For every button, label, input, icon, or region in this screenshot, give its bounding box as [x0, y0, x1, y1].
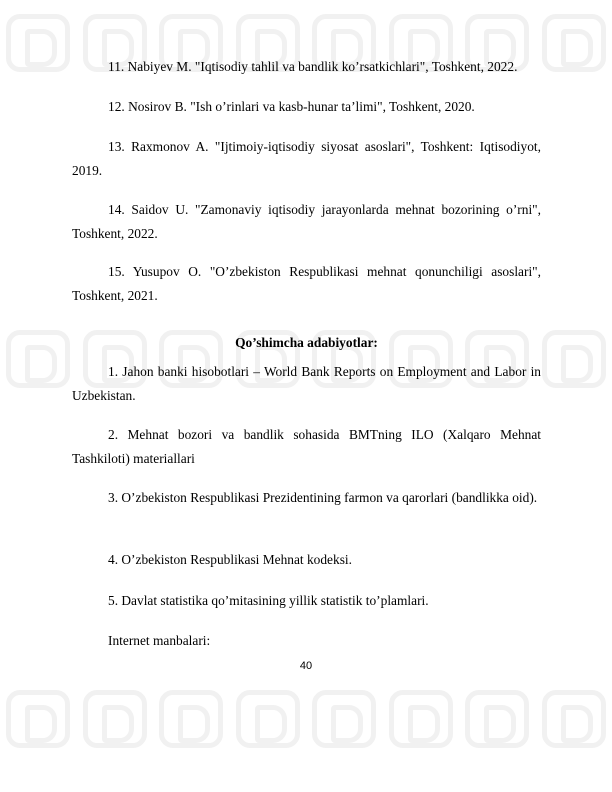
watermark-logo-icon [312, 690, 376, 748]
watermark-logo-icon [542, 14, 606, 72]
section-heading: Qo’shimcha adabiyotlar: [235, 335, 378, 350]
watermark-logo-icon [6, 690, 70, 748]
reference-item: 5. Davlat statistika qo’mitasining yillik statistik to’plamlari. [108, 593, 429, 608]
watermark-logo-icon [159, 690, 223, 748]
reference-item: 4. O’zbekiston Respublikasi Mehnat kodeksi. [108, 552, 352, 567]
watermark-logo-icon [83, 690, 147, 748]
watermark-logo-icon [6, 330, 70, 388]
section-subheading: Internet manbalari: [108, 633, 211, 648]
watermark-logo-icon [542, 690, 606, 748]
watermark-logo-icon [236, 690, 300, 748]
reference-item: 11. Nabiyev M. "Iqtisodiy tahlil va bandlik ko’rsatkichlari", Toshkent, 2022. [108, 59, 518, 74]
reference-item: 14. Saidov U. "Zamonaviy iqtisodiy jarayonlarda mehnat bozorining o’rni", Toshkent, 2022. [72, 202, 541, 241]
watermark-logo-icon [6, 14, 70, 72]
watermark-pattern [0, 690, 612, 770]
reference-item: 1. Jahon banki hisobotlari – World Bank Reports on Employment and Labor in Uzbekistan. [72, 364, 541, 403]
page-number: 40 [299, 660, 313, 672]
watermark-logo-icon [542, 330, 606, 388]
reference-item: 2. Mehnat bozori va bandlik sohasida BMTning ILO (Xalqaro Mehnat Tashkiloti) materiallari [72, 427, 541, 466]
watermark-pattern [0, 14, 612, 94]
reference-item: 3. O’zbekiston Respublikasi Prezidentining farmon va qarorlari (bandlikka oid). [108, 490, 538, 505]
watermark-logo-icon [389, 690, 453, 748]
reference-item: 12. Nosirov B. "Ish o’rinlari va kasb-hunar ta’limi", Toshkent, 2020. [108, 99, 475, 114]
reference-item: 13. Raxmonov A. "Ijtimoiy-iqtisodiy siyosat asoslari", Toshkent: Iqtisodiyot, 2019. [72, 139, 541, 178]
reference-item: 15. Yusupov O. "O’zbekiston Respublikasi mehnat qonunchiligi asoslari", Toshkent, 2021. [72, 264, 541, 303]
watermark-logo-icon [465, 690, 529, 748]
